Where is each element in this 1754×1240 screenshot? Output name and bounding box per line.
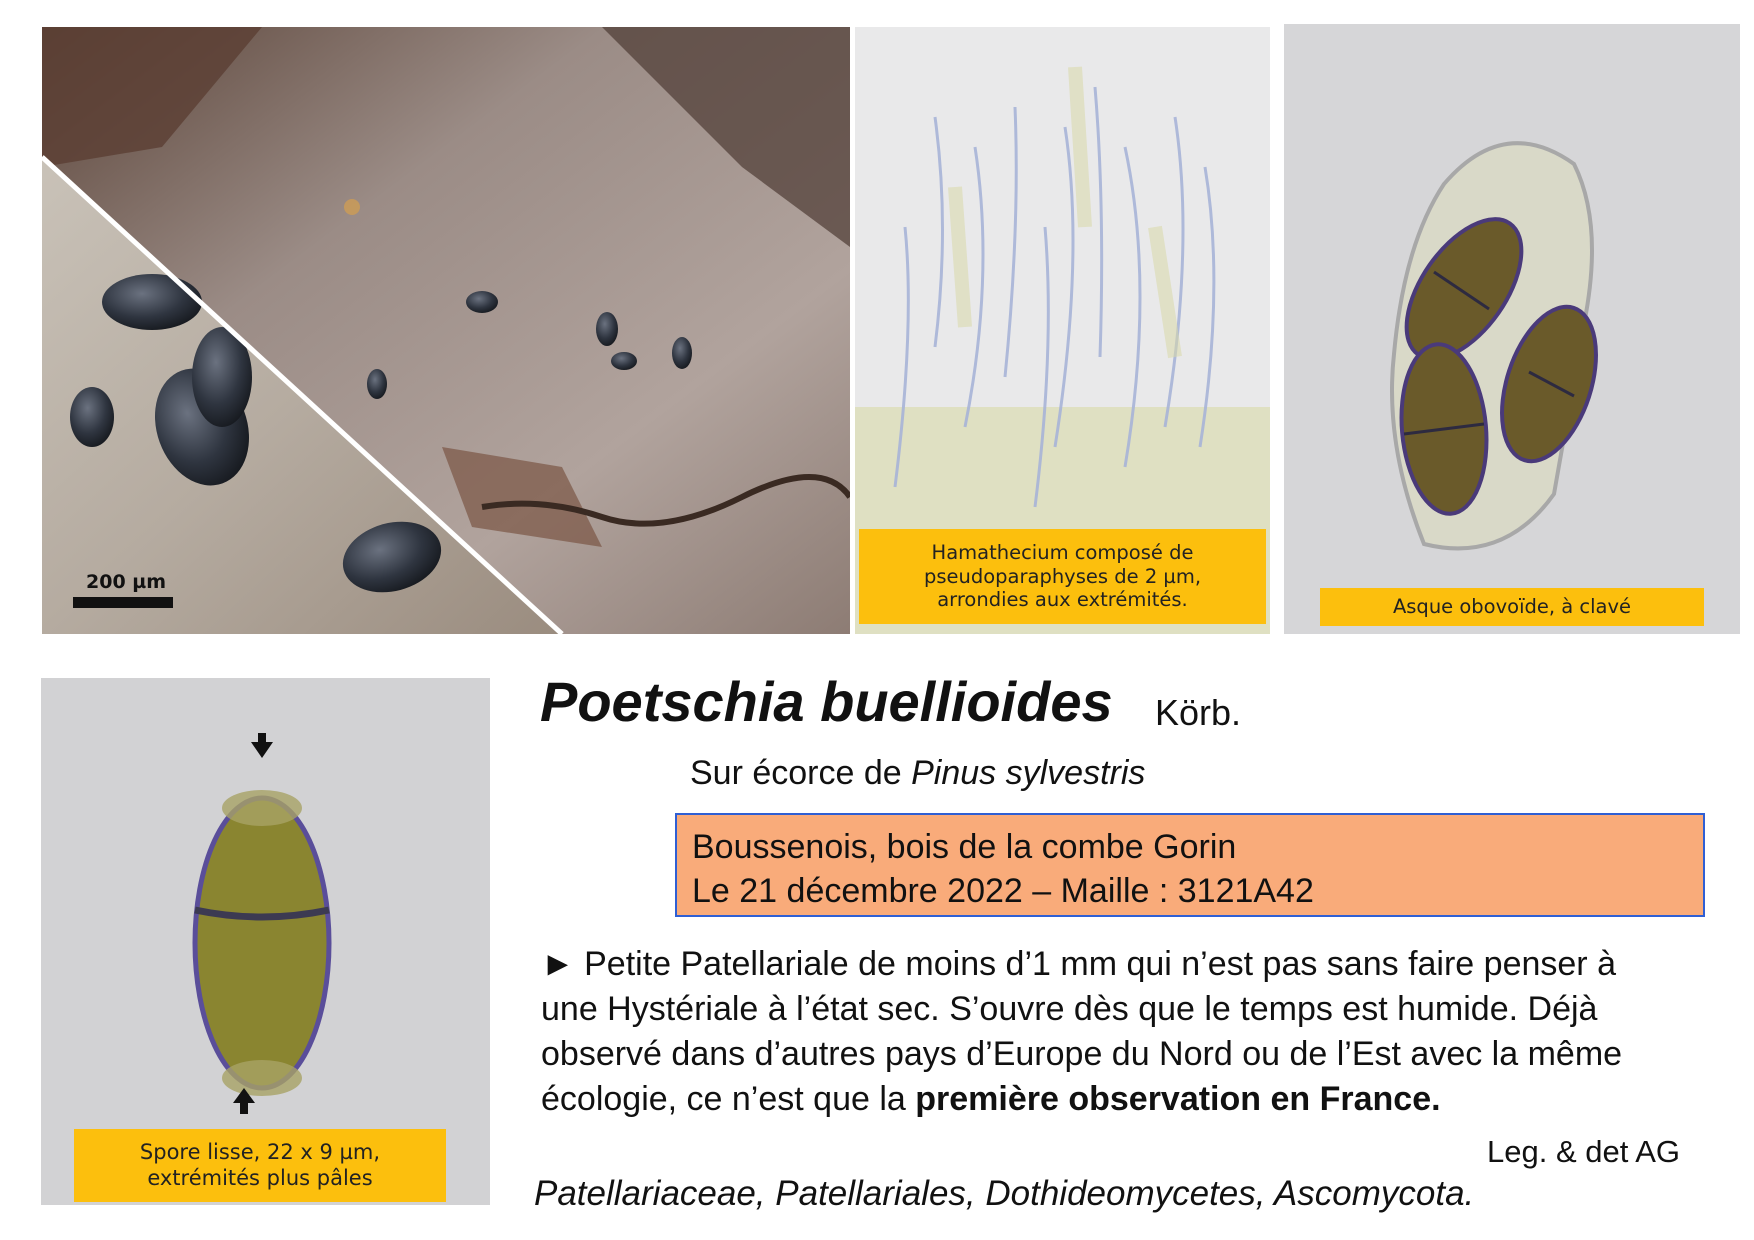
locality-line: Boussenois, bois de la combe Gorin — [692, 828, 1237, 866]
species-name: Poetschia buellioides — [540, 670, 1113, 733]
spore-caption-line: extrémités plus pâles — [147, 1165, 373, 1190]
description-text: Petite Patellariale de moins d’1 mm qui n’est pas sans faire penser à une Hystériale à l’état sec. S’ouvre dès que le temps est humide. Déjà observé dans d’autres pays d’Europe du Nord ou de l’Est avec la même écologie, ce n’est que la — [541, 945, 1623, 1118]
arrow-up-icon — [231, 1087, 257, 1115]
species-author: Körb. — [1155, 692, 1242, 733]
hamathecium-caption-line: Hamathecium composé de — [931, 540, 1194, 564]
spore-caption-line: Spore lisse, 22 x 9 µm, — [139, 1139, 381, 1164]
ascus-caption: Asque obovoïde, à clavé — [1320, 588, 1704, 626]
host-name: Pinus sylvestris — [911, 754, 1146, 792]
hamathecium-caption-line: arrondies aux extrémités. — [937, 588, 1188, 612]
spore-micrograph — [41, 678, 490, 1205]
description-paragraph — [541, 942, 1681, 1122]
description-highlight: première observation en France. — [915, 1080, 1441, 1118]
substrate-prefix: Sur écorce de — [690, 754, 912, 792]
leg-det: Leg. & det AG — [1487, 1134, 1681, 1169]
scale-bar-label: 200 µm — [86, 571, 167, 593]
spore-caption — [74, 1129, 446, 1202]
bark-macro-photo — [42, 27, 850, 634]
hamathecium-caption — [859, 529, 1266, 624]
arrow-down-icon — [249, 733, 275, 759]
taxonomy-line: Patellariaceae, Patellariales, Dothideomycetes, Ascomycota. — [534, 1174, 1475, 1213]
scale-bar — [73, 597, 173, 608]
hamathecium-caption-line: pseudoparaphyses de 2 µm, — [923, 564, 1202, 588]
date-line: Le 21 décembre 2022 – Maille : 3121A42 — [692, 872, 1314, 910]
locality-box — [675, 813, 1705, 917]
ascus-micrograph — [1284, 24, 1740, 634]
bullet-marker: ► — [541, 945, 575, 983]
substrate-line — [690, 754, 1145, 793]
